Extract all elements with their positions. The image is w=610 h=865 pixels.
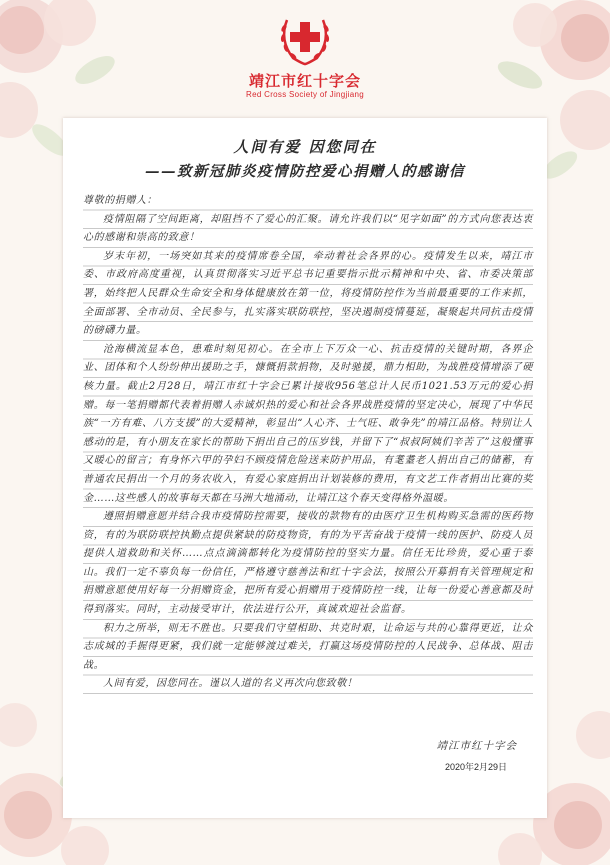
letter-date: 2020年2月29日 <box>444 762 507 772</box>
letter-body <box>83 192 533 694</box>
letter-title: 人间有爱 因您同在 <box>233 138 377 156</box>
red-cross-laurel-icon <box>273 8 337 68</box>
letter-paragraph: 人间有爱，因您同在。谨以人道的名义再次向您致敬！ <box>103 678 358 690</box>
letter-greeting: 尊敬的捐赠人： <box>83 195 158 206</box>
letter-signature: 靖江市红十字会 <box>436 740 517 752</box>
letter-paragraph: 疫情阻隔了空间距离，却阻挡不了爱心的汇聚。请允许我们以“见字如面”的方式向您表达衷心的感谢和崇高的致意！ <box>83 213 533 244</box>
letter-paper <box>63 118 547 818</box>
letter-paragraph: 积力之所举，则无不胜也。只要我们守望相助、共克时艰，让命运与共的心靠得更近，让众志成城的手握得更紧，我们就一定能够渡过难关，打赢这场疫情防控的人民战争、总体战、阻击战。 <box>83 622 533 671</box>
org-name-en: Red Cross Society of Jingjiang <box>246 90 364 99</box>
header-logo <box>0 0 610 112</box>
letter-paragraph: 岁末年初，一场突如其来的疫情席卷全国，牵动着社会各界的心。疫情发生以来，靖江市委、市政府高度重视，认真贯彻落实习近平总书记重要指示批示精神和中央、省、市委决策部署，始终把人民群众生命安全和身体健康放在第一位，将疫情防控作为当前最重要的工作来抓，全面部署、全市动员、全民参与，扎实落实联防联控，坚决遏制疫情蔓延，凝聚起共同抗击疫情的磅礴力量。 <box>83 250 533 337</box>
letter-subtitle: ——致新冠肺炎疫情防控爱心捐赠人的感谢信 <box>145 163 465 180</box>
org-name-cn: 靖江市红十字会 <box>248 72 361 90</box>
letter-paragraph: 沧海横流显本色，患难时刻见初心。在全市上下万众一心、抗击疫情的关键时期，各界企业、团体和个人纷纷伸出援助之手，慷慨捐款捐物，及时驰援，鼎力相助，为战胜疫情增添了硬核力量。截止2月28日，靖江市红十字会已累计接收956笔总计人民币1021.53万元的爱心捐赠。每一笔捐赠都代表着捐赠人赤诚炽热的爱心和社会各界战胜疫情的坚定决心，展现了中华民族“一方有难、八方支援”的大爱精神，彰显出“人心齐、士气旺、敢争先”的靖江品格。特别让人感动的是，有小朋友在家长的帮助下捐出自己的压岁钱，并留下了“叔叔阿姨们辛苦了”这般懂事又暖心的留言；有身怀六甲的孕妇不顾疫情危险送来防护用品，有耄耋老人捐出自己的储蓄，有普通农民捐出一个月的务农收入，有爱心家庭捐出计划装修的费用，有文艺工作者捐出比赛的奖金……这些感人的故事每天都在马洲大地涌动，让靖江这个春天变得格外温暖。 <box>83 343 533 504</box>
letter-paragraph: 遵照捐赠意愿并结合我市疫情防控需要，接收的款物有的由医疗卫生机构购买急需的医药物资，有的为联防联控执勤点提供紧缺的防疫物资，有的为平苦奋战于疫情一线的医护、防疫人员提供人道救助和关怀……点点滴滴都转化为疫情防控的坚实力量。信任无比珍贵，爱心重于泰山。我们一定不辜负每一份信任，严格遵守慈善法和红十字会法，按照公开募捐有关管理规定和捐赠意愿使用好每一分捐赠资金，把所有爱心捐赠用于疫情防控一线，让每一份爱心善意都及时得到落实。同时，主动接受审计，依法进行公开，真诚欢迎社会监督。 <box>83 511 533 616</box>
